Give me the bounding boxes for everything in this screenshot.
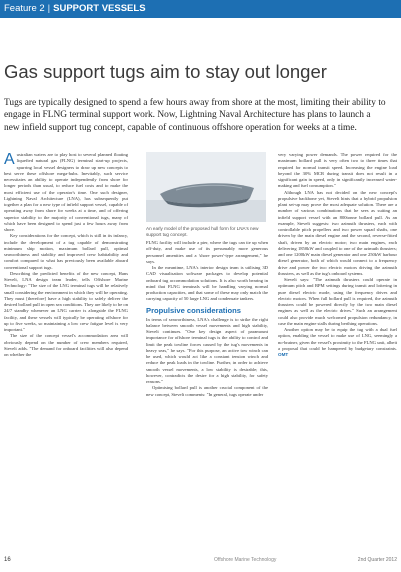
body-column-1 (4, 152, 128, 358)
article-headline: Gas support tugs aim to stay out longer (4, 61, 327, 82)
paragraph-text: Another option may be to equip the tug with a dual fuel option, enabling the vessel to make use of LNG, seemingly a no-brainer, given the vessel's proximity to the FLNG unit, albeit a proposal that could be hampered by budgetary constraints. (278, 327, 397, 351)
paragraph: Describing the predicted benefits of the new concept, Hans Stevelt, LNA design team leader, tells Offshore Marine Technology: "The size of the LNG terminal tugs will be relatively small considering the environment in which they will be operating. They must [therefore] have a high stability to safely deliver the desired bollard pull in open sea conditions. They are likely to be on 24/7 standby whenever an LNG carrier is alongside the FLNG facility, and these vessels will typically be operating offshore for up to five weeks, so maintaining a low crew fatigue level is very important." (4, 270, 128, 332)
closing-paragraph (278, 327, 397, 358)
hull-model-illustration (146, 152, 266, 222)
end-mark: OMT (278, 352, 289, 357)
body-column-3 (278, 152, 397, 358)
paragraph: FLNG facility will include a pier, where the tugs can tie up when off-duty, and make use of its presumably more generous personnel amenities and a 'shore power'-type arrangement," he says. (146, 240, 268, 264)
article-standfirst: Tugs are typically designed to spend a few hours away from shore at the most, limiting their ability to engage in FLNG terminal support work. Now, Lightning Naval Architecture has plans to launch a new infield support tug concept, capable of continuous offshore operation for weeks at a time. (4, 98, 386, 133)
paragraph: Although LNA has not decided on the new concept's propulsive backbone yet, Stevelt hints that a hybrid propulsion plant set-up may prove the most adequate solution. There are a number of various combinations that he sees as suiting an infield support vessel with an 800tonne bollard pull. As an example, Stevelt suggests: two azimuth thrusters, each with controllable pitch propellers and two power squad shafts, one driven by the main diesel engine and the second, reverse-fitted shaft, driven by an electric motor; two main engines, each delivering 1850kW and coupled to one of the azimuth thrusters; and one 1200kW main diesel generator and one 250kW harbour diesel generator, both of which would connect to a frequency drive and power the two electric motors driving the azimuth thrusters, as well as the tug's onboard systems. (278, 189, 397, 276)
section-name: SUPPORT VESSELS (53, 3, 146, 14)
paragraph: very varying power demands. The power required for the maximum bollard pull is very often two to three times that required for normal transit speed. Increasing the engine load beyond the 30% MCR during transit does not result in a significant gain in speed, only in significantly increased water-making and fuel consumption." (278, 152, 397, 189)
page-number: 16 (4, 557, 11, 563)
section-subhead: Propulsive considerations (146, 305, 241, 315)
paragraph: The size of the concept vessel's accommodation area will obviously depend on the number of crew members required, Stevelt adds. "The demand for onboard facilities will also depend on whether the (4, 333, 128, 357)
body-column-2 (146, 240, 268, 398)
page-footer (4, 554, 397, 566)
section-banner (0, 0, 401, 18)
paragraph: In terms of seaworthiness, LNA's challenge is to strike the right balance between smooth vessel movements and high stability, Stevelt continues. "One key design aspect of paramount importance for offshore terminal tugs is the ability to control and limit the peak towline forces caused by the tug's movements in heavy seas," he says. "For this purpose, an active tow winch can be used, which would act like a constant tension winch and reduce the peak loads in the towline. Further, in order to achieve smooth vessel movements, a low stability is desirable; this, however, contradicts the desire for a high stability, for safety reasons." (146, 316, 268, 384)
figure-caption: An early model of the proposed hull form for LNA's new support tug concept. (146, 226, 259, 237)
feature-kicker: Feature 2 (4, 3, 45, 14)
magazine-name: Offshore Marine Technology (214, 557, 277, 563)
paragraph-text: ustralian waters are to play host to several planned floating liquefied natural gas (FLNG) terminal start-up projects, spurring local vessel designers to draw up new concepts to best serve these offshore mega-hubs. Inevitably, such service necessitates an ability to operate independently from shore for longer periods than usual, to reduce fuel costs and to make the most efficient use of the operator's time. One such designer, Lightning Naval Architecture (LNA), has subsequently put together a plan for a new type of infield support vessel, capable of operating away from shore for weeks at a time, and of offering superior stability to the majority of conventional tugs, many of which have been designed to spend just a few hours away from shore. (4, 152, 128, 232)
paragraph: Key considerations for the concept, which is still in its infancy, include the development of a tug capable of demonstrating minimum ship motion, maximum bollard pull, optimal seaworthiness and stability and improved crew habitability and comfort compared to what has previously been available aboard conventional support tugs. (4, 233, 128, 270)
issue-date: 2nd Quarter 2012 (357, 557, 397, 563)
paragraph: Stevelt says: "The azimuth thrusters could operate in optimum pitch and RPM settings during transit and loitering in pure diesel electric mode, using the frequency drives and electric motors. When full bollard pull is required, the azimuth thrusters could be powered directly by the two main diesel engines as well as the electric drives." Such an arrangement could also provide much welcomed propulsion redundancy, in case the main engine stalls during berthing operations. (278, 277, 397, 326)
hull-model-image (146, 152, 266, 222)
paragraph: Optimising bollard pull is another crucial component of the new concept, Stevelt comments: "In general, tugs operate under (146, 385, 268, 397)
kicker-separator: | (47, 3, 51, 14)
section-label (4, 3, 146, 15)
paragraph: In the meantime, LNA's interior design team is utilising 3D CAD visualisation software packages to develop potential onboard tug accommodation solutions. It is also worth bearing in mind that FLNG terminals will be handling varying normal production capacities, and that some of these may only match the carrying capacity of 50 large LNG and condensate tankers. (146, 265, 268, 302)
opening-paragraph (4, 152, 128, 233)
drop-cap: A (4, 151, 15, 168)
